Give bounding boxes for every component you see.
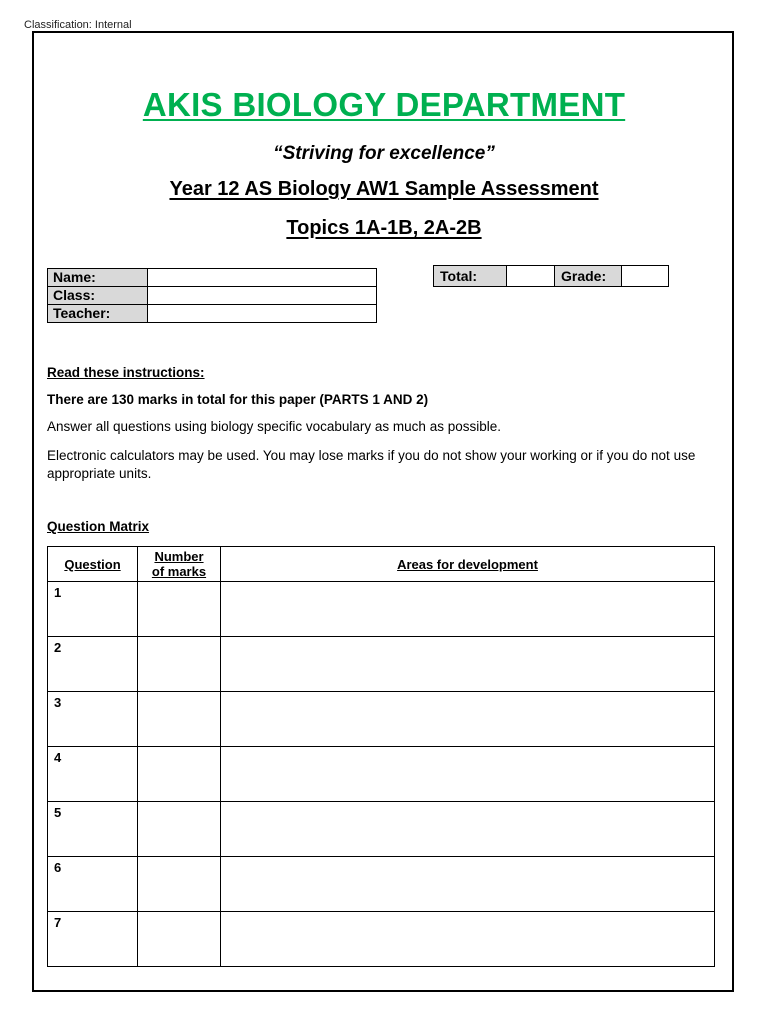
table-row [48,912,715,967]
question-number: 7 [48,912,138,967]
assessment-title: Year 12 AS Biology AW1 Sample Assessment [169,178,599,200]
class-label: Class: [48,287,148,305]
question-matrix-heading: Question Matrix [47,519,150,534]
areas-cell[interactable] [221,857,715,912]
marks-cell[interactable] [138,912,221,967]
instructions-heading: Read these instructions: [47,365,205,380]
question-number: 6 [48,857,138,912]
question-matrix-table [47,546,715,967]
question-number: 4 [48,747,138,802]
areas-cell[interactable] [221,802,715,857]
marks-column-header [138,547,221,582]
areas-column-header: Areas for development [221,547,715,582]
calculator-instruction: Electronic calculators may be used. You may lose marks if you do not show your working or if you do not use appropriate units. [47,448,696,481]
teacher-label: Teacher: [48,305,148,323]
name-field[interactable] [148,269,377,287]
total-label: Total: [434,266,507,287]
areas-cell[interactable] [221,912,715,967]
vocabulary-instruction: Answer all questions using biology specific vocabulary as much as possible. [47,419,501,434]
teacher-field[interactable] [148,305,377,323]
total-marks-statement: There are 130 marks in total for this paper (PARTS 1 AND 2) [47,392,429,407]
class-field[interactable] [148,287,377,305]
question-number: 1 [48,582,138,637]
marks-cell[interactable] [138,802,221,857]
question-number: 2 [48,637,138,692]
classification-label: Classification: Internal [24,19,132,31]
topics-title: Topics 1A-1B, 2A-2B [286,217,482,239]
student-info-table [47,268,377,323]
marks-header-line1: Number [154,549,204,564]
marks-cell[interactable] [138,857,221,912]
table-row [48,692,715,747]
marks-cell[interactable] [138,692,221,747]
total-field[interactable] [507,266,555,287]
marks-header-line2: of marks [151,564,207,579]
department-title: AKIS BIOLOGY DEPARTMENT [142,86,626,123]
areas-cell[interactable] [221,692,715,747]
areas-cell[interactable] [221,637,715,692]
motto: “Striving for excellence” [273,143,495,164]
question-number: 3 [48,692,138,747]
marks-cell[interactable] [138,747,221,802]
name-label: Name: [48,269,148,287]
question-number: 5 [48,802,138,857]
table-row [48,747,715,802]
areas-cell[interactable] [221,747,715,802]
table-row [48,582,715,637]
marks-cell[interactable] [138,582,221,637]
marks-cell[interactable] [138,637,221,692]
table-row [48,637,715,692]
question-column-header: Question [48,547,138,582]
score-table [433,265,669,287]
table-row [48,857,715,912]
grade-field[interactable] [622,266,669,287]
grade-label: Grade: [555,266,622,287]
table-row [48,802,715,857]
areas-cell[interactable] [221,582,715,637]
